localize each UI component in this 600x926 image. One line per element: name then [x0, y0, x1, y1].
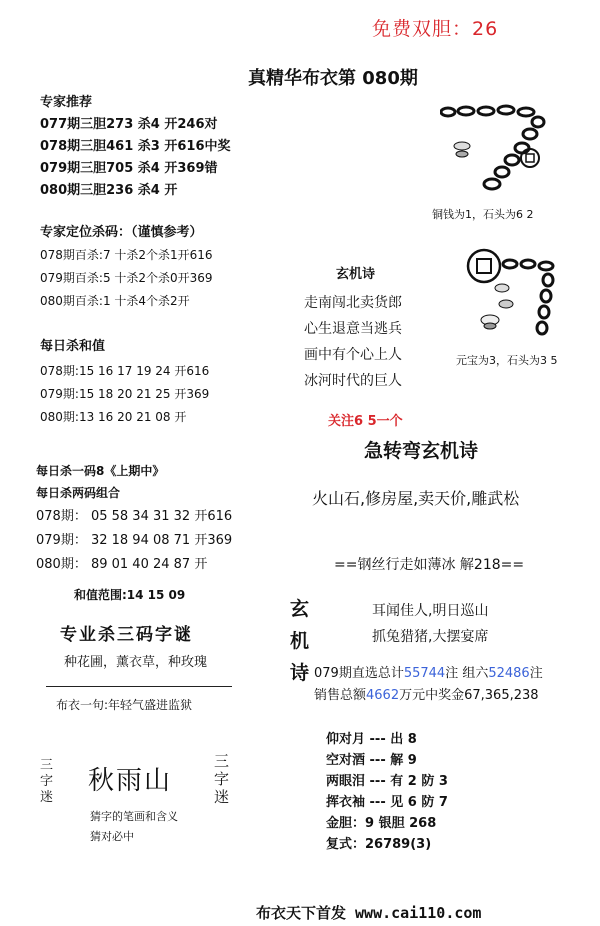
gold-silver-line: 金胆：9 银胆 268: [326, 816, 437, 831]
xuanji-line: 耳闻佳人,明日巡山: [372, 603, 489, 619]
poem-title: 玄机诗: [336, 267, 376, 282]
sales-direct-count: 55744: [403, 666, 446, 681]
zimi-left: 三字迷: [40, 758, 54, 805]
sum-range: 和值范围:14 15 09: [74, 588, 186, 602]
sum-title: 每日杀和值: [40, 339, 106, 354]
page-title: 真精华布衣第 080期: [248, 68, 418, 89]
sales-total-amount: 4662: [366, 688, 400, 703]
kill-two-line: 079期： 32 18 94 08 71 开369: [36, 533, 233, 548]
caption-ingot: 元宝为3，石头为3 5: [456, 354, 558, 367]
compound-line: 复式：26789(3): [326, 837, 432, 852]
xuanji-char: 玄: [290, 598, 310, 620]
caption-coin: 铜钱为1，石头为6 2: [432, 208, 534, 221]
position-line: 078期百杀:7 十杀2个杀1开616: [40, 248, 213, 262]
expert-line: 080期三胆236 杀4 开: [40, 183, 178, 198]
expert-title: 专家推荐: [40, 95, 93, 110]
expert-line: 077期三胆273 杀4 开246对: [40, 117, 218, 132]
footer-site[interactable]: 布衣天下首发 www.cai110.com: [256, 904, 482, 922]
kill-two-title: 每日杀两码组合: [36, 486, 121, 500]
xuanji-char: 诗: [290, 662, 310, 684]
sales-total-prefix: 销售总额: [314, 688, 367, 703]
zimi-hint: 猜字的笔画和含义: [90, 810, 178, 823]
position-title: 专家定位杀码：（谨慎参考）: [40, 225, 203, 240]
sales-total-suffix: 万元中奖金67,365,238: [399, 688, 539, 703]
sum-line: 078期:15 16 17 19 24 开616: [40, 364, 210, 378]
buyi-line: 布衣一句:年轻气盛进监狱: [56, 698, 193, 712]
pair-line: 空对酒 --- 解 9: [326, 753, 417, 768]
sum-line: 079期:15 18 20 21 25 开369: [40, 387, 210, 401]
ingot-stone-picture: [462, 244, 572, 344]
coin-stone-picture: [440, 100, 560, 200]
riddle-title: 专业杀三码字谜: [60, 625, 193, 645]
wire-line: ==钢丝行走如薄冰 解218==: [334, 557, 525, 573]
kill-one-title: 每日杀一码8《上期中》: [36, 464, 165, 478]
sales-mid: 注 组六: [445, 666, 489, 681]
poem-line: 画中有个心上人: [304, 347, 402, 363]
sales-line-2: [314, 684, 539, 703]
sales-suffix: 注: [529, 666, 543, 681]
position-line: 079期百杀:5 十杀2个杀0开369: [40, 271, 213, 285]
poem-line: 心生退意当逃兵: [304, 321, 402, 337]
kill-two-line: 080期： 89 01 40 24 87 开: [36, 557, 208, 572]
zimi-center: 秋雨山: [88, 766, 173, 796]
riddle-text: 种花圃，薰衣草，种玫瑰: [64, 655, 208, 670]
turn-text: 火山石,修房屋,卖天价,雕武松: [312, 489, 520, 508]
expert-line: 079期三胆705 杀4 开369错: [40, 161, 218, 176]
sales-prefix: 079期直选总计: [314, 666, 404, 681]
zimi-right: 三字迷: [214, 752, 230, 806]
zimi-hint: 猜对必中: [90, 830, 134, 843]
poem-line: 走南闯北卖货郎: [304, 295, 402, 311]
divider: [46, 686, 232, 687]
sales-group6-count: 52486: [488, 666, 530, 681]
kill-two-line: 078期： 05 58 34 31 32 开616: [36, 509, 233, 524]
sum-line: 080期:13 16 20 21 08 开: [40, 410, 187, 424]
pair-line: 挥衣袖 --- 见 6 防 7: [326, 795, 448, 810]
pair-line: 两眼泪 --- 有 2 防 3: [326, 774, 448, 789]
turn-title: 急转弯玄机诗: [364, 440, 479, 462]
xuanji-line: 抓兔猎猪,大摆宴席: [372, 629, 489, 645]
pair-line: 仰对月 --- 出 8: [326, 732, 417, 747]
expert-line: 078期三胆461 杀3 开616中奖: [40, 139, 231, 154]
poem-line: 冰河时代的巨人: [304, 373, 402, 389]
xuanji-char: 机: [290, 630, 310, 652]
focus-note: 关注6 5一个: [328, 414, 403, 429]
position-line: 080期百杀:1 十杀4个杀2开: [40, 294, 190, 308]
sales-line-1: [314, 662, 543, 681]
free-double-badge: 免费双胆：26: [372, 18, 499, 40]
